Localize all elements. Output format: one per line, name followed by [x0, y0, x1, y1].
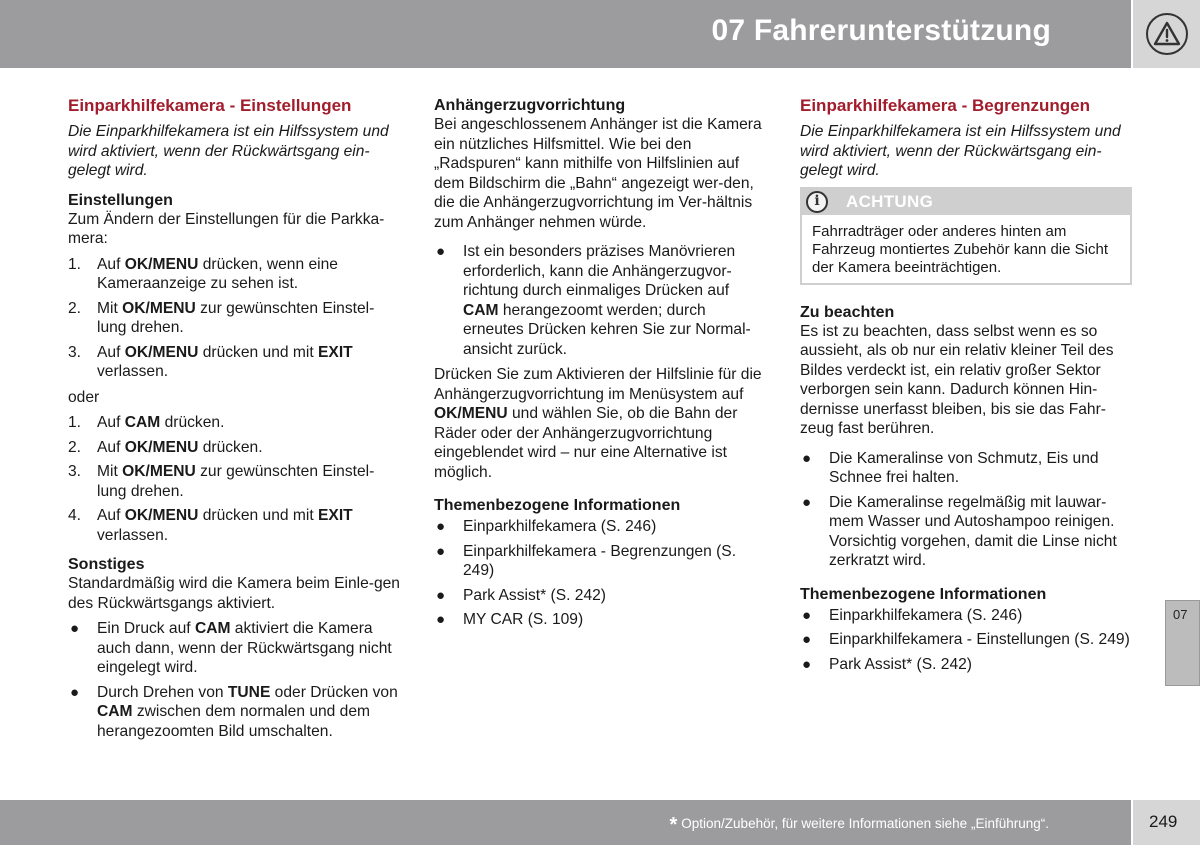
heading-einstellungen: Einstellungen	[68, 191, 173, 209]
page-number: 249	[1149, 812, 1178, 831]
list-item: 2. Auf OK/MENU drücken.	[68, 438, 263, 456]
heading-sonstiges: Sonstiges	[68, 556, 145, 573]
column-trailer	[434, 96, 766, 636]
related-link[interactable]: ● MY CAR (S. 109)	[436, 611, 584, 628]
heading-zu-beachten: Zu beachten	[800, 303, 895, 321]
list-item: 1. Auf CAM drücken.	[68, 414, 225, 431]
trailer-menu-text: Drücken Sie zum Aktivieren der Hilfslinie für die Anhängerzugvorrichtung im Menüsystem auf OK/MENU und wählen Sie, ob die Bahn der Räder oder der Anhängerzugvorrichtung eingeblendet wird – nur eine Alternative ist möglich.	[434, 366, 762, 481]
achtung-text: Fahrradträger oder anderes hinten am Fahrzeug montiertes Zubehör kann die Sicht der Kamera beeinträchtigen.	[812, 222, 1108, 276]
list-item: 3. Mit OK/MENU zur gewünschten Einstel-lung drehen.	[68, 463, 375, 500]
header-bar	[0, 0, 1131, 68]
list-item: 2. Mit OK/MENU zur gewünschten Einstel-lung drehen.	[68, 299, 375, 336]
chapter-side-tab[interactable]	[1165, 600, 1200, 686]
misc-text: Standardmäßig wird die Kamera beim Einle-gen des Rückwärtsgangs aktiviert.	[68, 575, 400, 612]
info-icon: i	[806, 191, 828, 213]
achtung-label: ACHTUNG	[846, 191, 934, 211]
related-links	[434, 517, 766, 630]
related-link[interactable]: ● Park Assist* (S. 242)	[436, 586, 606, 604]
intro-text: Die Einparkhilfekamera ist ein Hilfssystem und wird aktiviert, wenn der Rückwärtsgang ein-gelegt wird.	[800, 123, 1121, 179]
note-bullets	[800, 449, 1132, 571]
related-link[interactable]: ● Einparkhilfekamera (S. 246)	[802, 606, 1023, 624]
related-link[interactable]: ● Einparkhilfekamera - Einstellungen (S. 249)	[802, 631, 1130, 648]
column-settings	[68, 96, 400, 747]
heading-related-info: Themenbezogene Informationen	[800, 585, 1047, 603]
related-links	[800, 606, 1132, 675]
list-item: 4. Auf OK/MENU drücken und mit EXIT verlassen.	[68, 507, 353, 544]
chapter-tab-label: 07	[1173, 607, 1188, 622]
or-text: oder	[68, 388, 100, 406]
chapter-title: 07 Fahrerunterstützung	[711, 14, 1051, 47]
footer-bar	[0, 800, 1131, 845]
heading-anhaengerzugvorrichtung: Anhängerzugvorrichtung	[434, 97, 626, 114]
list-item: ● Durch Drehen von TUNE oder Drücken von CAM zwischen dem normalen und dem herangezoomten Bild umschalten.	[70, 683, 398, 740]
misc-bullets	[68, 619, 400, 741]
related-link[interactable]: ● Einparkhilfekamera (S. 246)	[436, 518, 657, 535]
list-item: ● Die Kameralinse von Schmutz, Eis und Schnee frei halten.	[802, 449, 1099, 486]
list-item: ● Ein Druck auf CAM aktiviert die Kamera auch dann, wenn der Rückwärtsgang nicht eingelegt wird.	[70, 620, 392, 676]
list-item: ● Ist ein besonders präzises Manövrieren erforderlich, kann die Anhängerzugvor-richtung durch einmaliges Drücken auf CAM herangezoomt werden; durch erneutes Drücken kehren Sie zur Normal-ansicht zurück.	[436, 243, 751, 358]
achtung-box	[800, 187, 1132, 285]
trailer-bullets	[434, 242, 766, 359]
steps-list-2	[68, 413, 400, 545]
warning-box	[1133, 0, 1200, 68]
warning-triangle-icon	[1146, 13, 1188, 55]
related-link[interactable]: ● Park Assist* (S. 242)	[802, 655, 972, 673]
page-number-box	[1133, 800, 1200, 845]
heading-related-info: Themenbezogene Informationen	[434, 497, 681, 514]
trailer-text: Bei angeschlossenem Anhänger ist die Kamera ein nützliches Hilfsmittel. Wie bei den „Radspuren“ kann mithilfe von Hilfslinien auf dem Bildschirm die „Bahn“ angezeigt wer-den, die die Anhängerzugvorrichtung im Ver-hältnis zum Anhänger nehmen würde.	[434, 116, 762, 231]
list-item: 1. Auf OK/MENU drücken, wenn eine Kameraanzeige zu sehen ist.	[68, 255, 338, 292]
intro-text: Die Einparkhilfekamera ist ein Hilfssystem und wird aktiviert, wenn der Rückwärtsgang ein-gelegt wird.	[68, 123, 389, 179]
settings-text: Zum Ändern der Einstellungen für die Parkka-mera:	[68, 210, 385, 247]
list-item: ● Die Kameralinse regelmäßig mit lauwar-mem Wasser und Autoshampoo reinigen. Vorsichtig vorgehen, damit die Linse nicht zerkratzt wird.	[802, 493, 1117, 569]
list-item: 3. Auf OK/MENU drücken und mit EXIT verlassen.	[68, 343, 353, 380]
related-link[interactable]: ● Einparkhilfekamera - Begrenzungen (S. 249)	[436, 542, 737, 579]
section-title-limitations: Einparkhilfekamera - Begrenzungen	[800, 96, 1091, 115]
section-title-settings: Einparkhilfekamera - Einstellungen	[68, 96, 352, 115]
column-limitations	[800, 96, 1132, 680]
note-text: Es ist zu beachten, dass selbst wenn es so aussieht, als ob nur ein relativ kleiner Teil des Bildes verdeckt ist, ein relativ großer Sektor verborgen sein kann. Dadurch können Hin-dernisse unerfasst bleiben, bis sie das Fahr-zeug fast berühren.	[800, 322, 1114, 437]
footnote: * Option/Zubehör, für weitere Informationen siehe „Einführung“.	[669, 814, 1049, 836]
achtung-header	[802, 189, 1130, 215]
steps-list-1	[68, 255, 400, 382]
